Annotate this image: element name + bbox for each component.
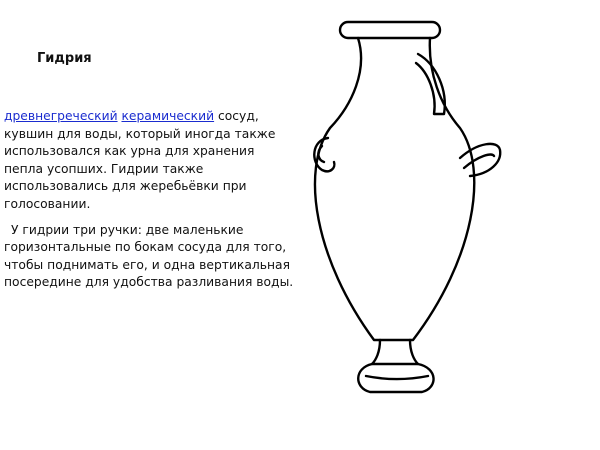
link-ceramic[interactable]: керамический (121, 109, 215, 123)
hydria-vase-icon (300, 10, 510, 450)
link-ancient-greek[interactable]: древнегреческий (4, 109, 118, 123)
slide-title: Гидрия (37, 51, 92, 66)
paragraph-definition (4, 108, 296, 214)
description-text (4, 108, 296, 292)
definition-rest: сосуд, кувшин для воды, который иногда также использовался как урна для хранения пепла усопших. Гидрии также использовались для жеребьёвки при голосовании. (4, 109, 276, 211)
paragraph-handles: У гидрии три ручки: две маленькие горизонтальные по бокам сосуда для того, чтобы поднимать его, и одна вертикальная посередине для удобства разливания воды. (4, 222, 294, 290)
